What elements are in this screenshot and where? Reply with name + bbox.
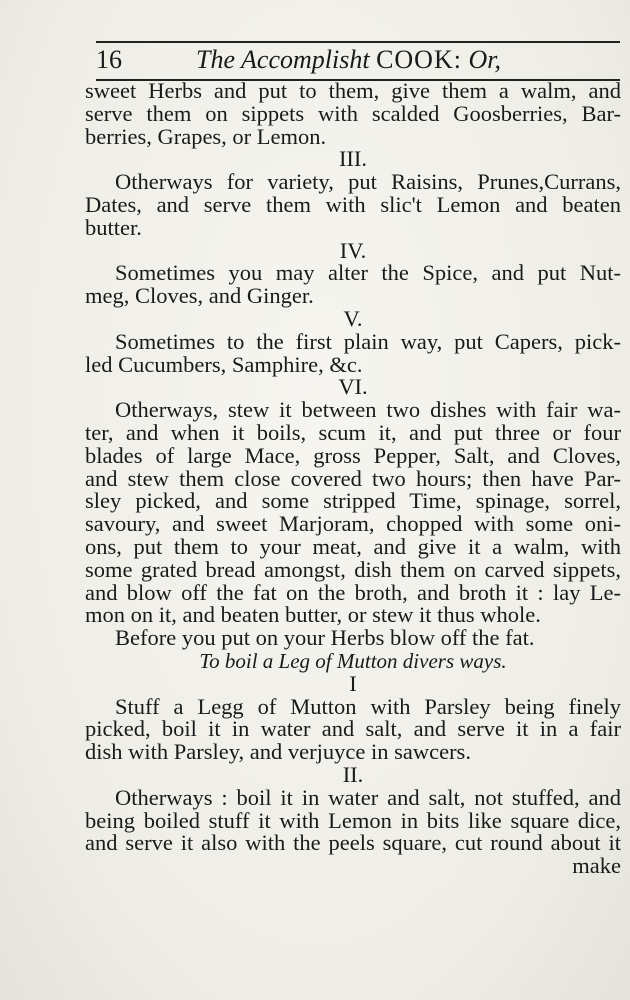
text-line: meg, Cloves, and Ginger. <box>85 283 314 309</box>
running-head-caps: COOK: <box>376 45 462 74</box>
text-line: mon on it, and beaten butter, or stew it thus whole. <box>85 602 541 628</box>
text-line: sley picked, and some stripped Time, spinage, sorrel, <box>85 488 621 514</box>
text-line: being boiled stuff it with Lemon in bits like square dice, <box>85 807 621 833</box>
text-line: led Cucumbers, Samphire, &c. <box>85 351 363 377</box>
text-line: Otherways, stew it between two dishes with fair wa- <box>115 397 621 423</box>
text-line: butter. <box>85 214 142 240</box>
paragraph-numeral: III. <box>338 146 368 172</box>
running-head-italic: The Accomplisht <box>196 45 370 74</box>
text-line: sweet Herbs and put to them, give them a walm, and <box>85 78 621 103</box>
text-line: savoury, and sweet Marjoram, chopped with some oni- <box>85 511 621 537</box>
paragraph-numeral: VI. <box>338 374 368 400</box>
text-line: dish with Parsley, and verjuyce in sawcers. <box>85 739 471 765</box>
text-line: berries, Grapes, or Lemon. <box>85 123 327 149</box>
paragraph-numeral: I <box>349 670 357 696</box>
text-line: Before you put on your Herbs blow off the fat. <box>115 625 535 651</box>
text-line: picked, boil it in water and salt, and serve it in a fair <box>85 716 621 742</box>
text-line: Dates, and serve them with slic't Lemon and beaten <box>85 191 621 217</box>
text-line: some grated bread amongst, dish them on carved sippets, <box>85 556 621 582</box>
text-line: Stuff a Legg of Mutton with Parsley being finely <box>115 693 621 719</box>
paragraph-numeral: V. <box>343 305 363 331</box>
page-number: 16 <box>96 45 122 74</box>
body-text <box>85 80 621 878</box>
text-line: serve them on sippets with scalded Goosberries, Bar- <box>85 100 621 126</box>
text-line: ons, put them to your meat, and give it a walm, with <box>85 533 621 559</box>
text-line: Sometimes to the first plain way, put Capers, pick- <box>115 328 621 354</box>
text-line: and serve it also with the peels square, cut round about it <box>85 830 621 856</box>
paragraph-numeral: IV. <box>339 237 367 263</box>
running-head-tail: Or, <box>468 45 501 74</box>
paragraph-numeral: II. <box>342 761 364 787</box>
running-head <box>196 42 501 78</box>
text-line: ter, and when it boils, scum it, and put three or four <box>85 419 621 445</box>
text-line: Otherways : boil it in water and salt, not stuffed, and <box>115 784 621 810</box>
text-line: and stew them close covered two hours; then have Par- <box>85 465 621 491</box>
text-line: Otherways for variety, put Raisins, Prunes,Currans, <box>115 169 621 195</box>
text-line: blades of large Mace, gross Pepper, Salt, and Cloves, <box>85 442 621 468</box>
section-heading: To boil a Leg of Mutton divers ways. <box>199 648 507 673</box>
catchword: make <box>572 853 621 879</box>
text-line: and blow off the fat on the broth, and broth it : lay Le- <box>85 579 621 605</box>
text-line: Sometimes you may alter the Spice, and put Nut- <box>115 260 621 286</box>
